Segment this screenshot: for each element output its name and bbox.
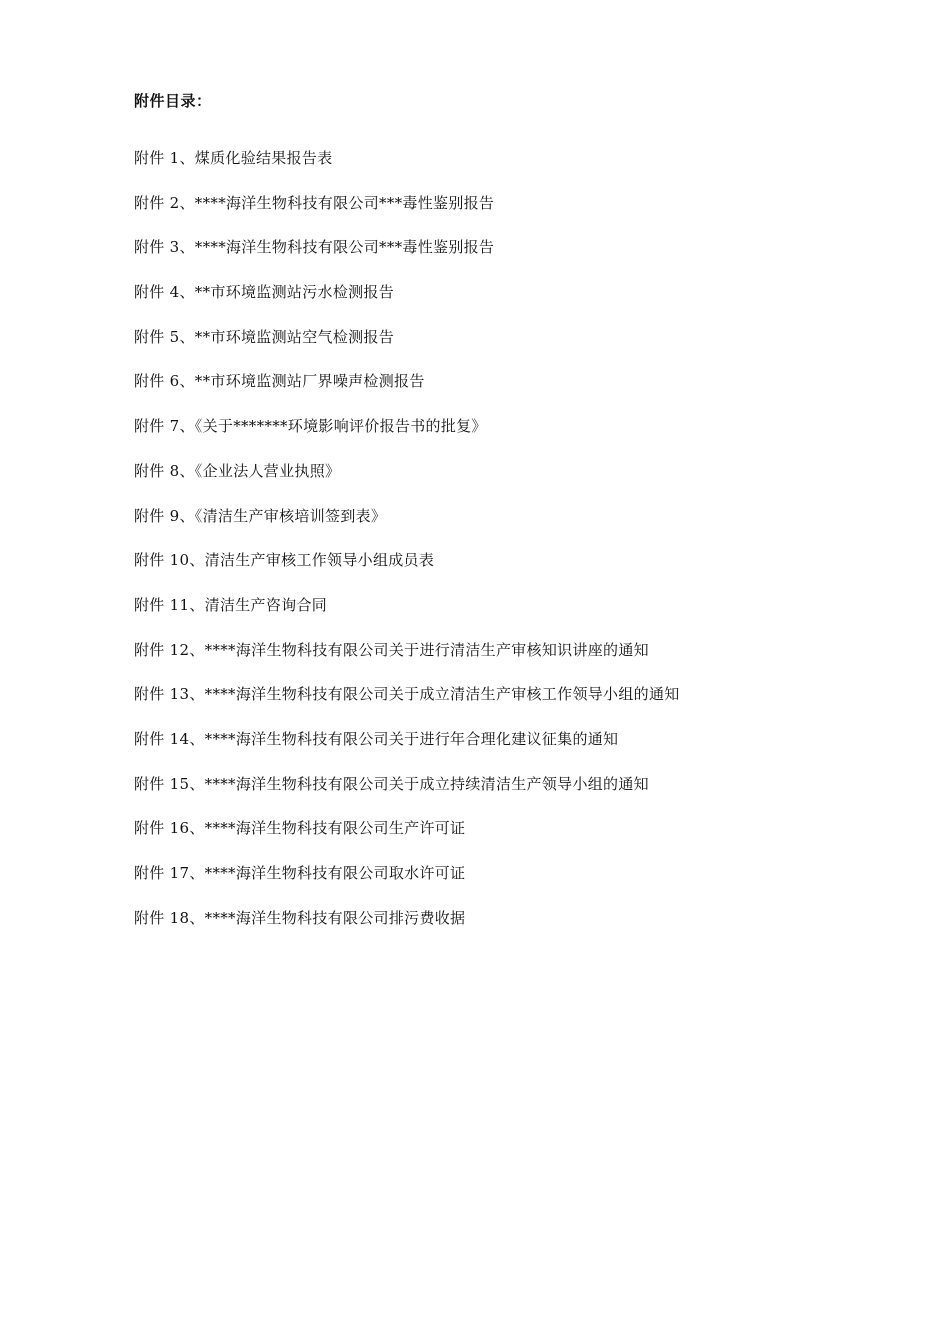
attachment-item-13: 附件 13、****海洋生物科技有限公司关于成立清洁生产审核工作领导小组的通知 [134, 685, 680, 704]
attachment-item-12: 附件 12、****海洋生物科技有限公司关于进行清洁生产审核知识讲座的通知 [134, 640, 649, 659]
attachment-directory-heading: 附件目录： [134, 92, 212, 110]
attachment-item-16: 附件 16、****海洋生物科技有限公司生产许可证 [134, 819, 466, 838]
attachment-item-8: 附件 8、《企业法人营业执照》 [134, 461, 341, 480]
attachment-item-1: 附件 1、煤质化验结果报告表 [134, 149, 333, 167]
attachment-item-7: 附件 7、《关于*******环境影响评价报告书的批复》 [134, 417, 487, 436]
attachment-item-14: 附件 14、****海洋生物科技有限公司关于进行年合理化建议征集的通知 [134, 729, 619, 748]
attachment-item-5: 附件 5、**市环境监测站空气检测报告 [134, 327, 395, 346]
attachment-item-2: 附件 2、****海洋生物科技有限公司***毒性鉴别报告 [134, 193, 495, 212]
attachment-item-18: 附件 18、****海洋生物科技有限公司排污费收据 [134, 908, 466, 927]
attachment-item-3: 附件 3、****海洋生物科技有限公司***毒性鉴别报告 [134, 238, 495, 257]
attachment-item-15: 附件 15、****海洋生物科技有限公司关于成立持续清洁生产领导小组的通知 [134, 774, 649, 793]
attachment-list [134, 145, 680, 949]
attachment-item-9: 附件 9、《清洁生产审核培训签到表》 [134, 506, 387, 525]
attachment-item-6: 附件 6、**市环境监测站厂界噪声检测报告 [134, 372, 425, 391]
attachment-item-11: 附件 11、清洁生产咨询合同 [134, 595, 328, 614]
attachment-item-17: 附件 17、****海洋生物科技有限公司取水许可证 [134, 864, 466, 882]
attachment-item-10: 附件 10、清洁生产审核工作领导小组成员表 [134, 551, 435, 570]
attachment-item-4: 附件 4、**市环境监测站污水检测报告 [134, 283, 395, 302]
